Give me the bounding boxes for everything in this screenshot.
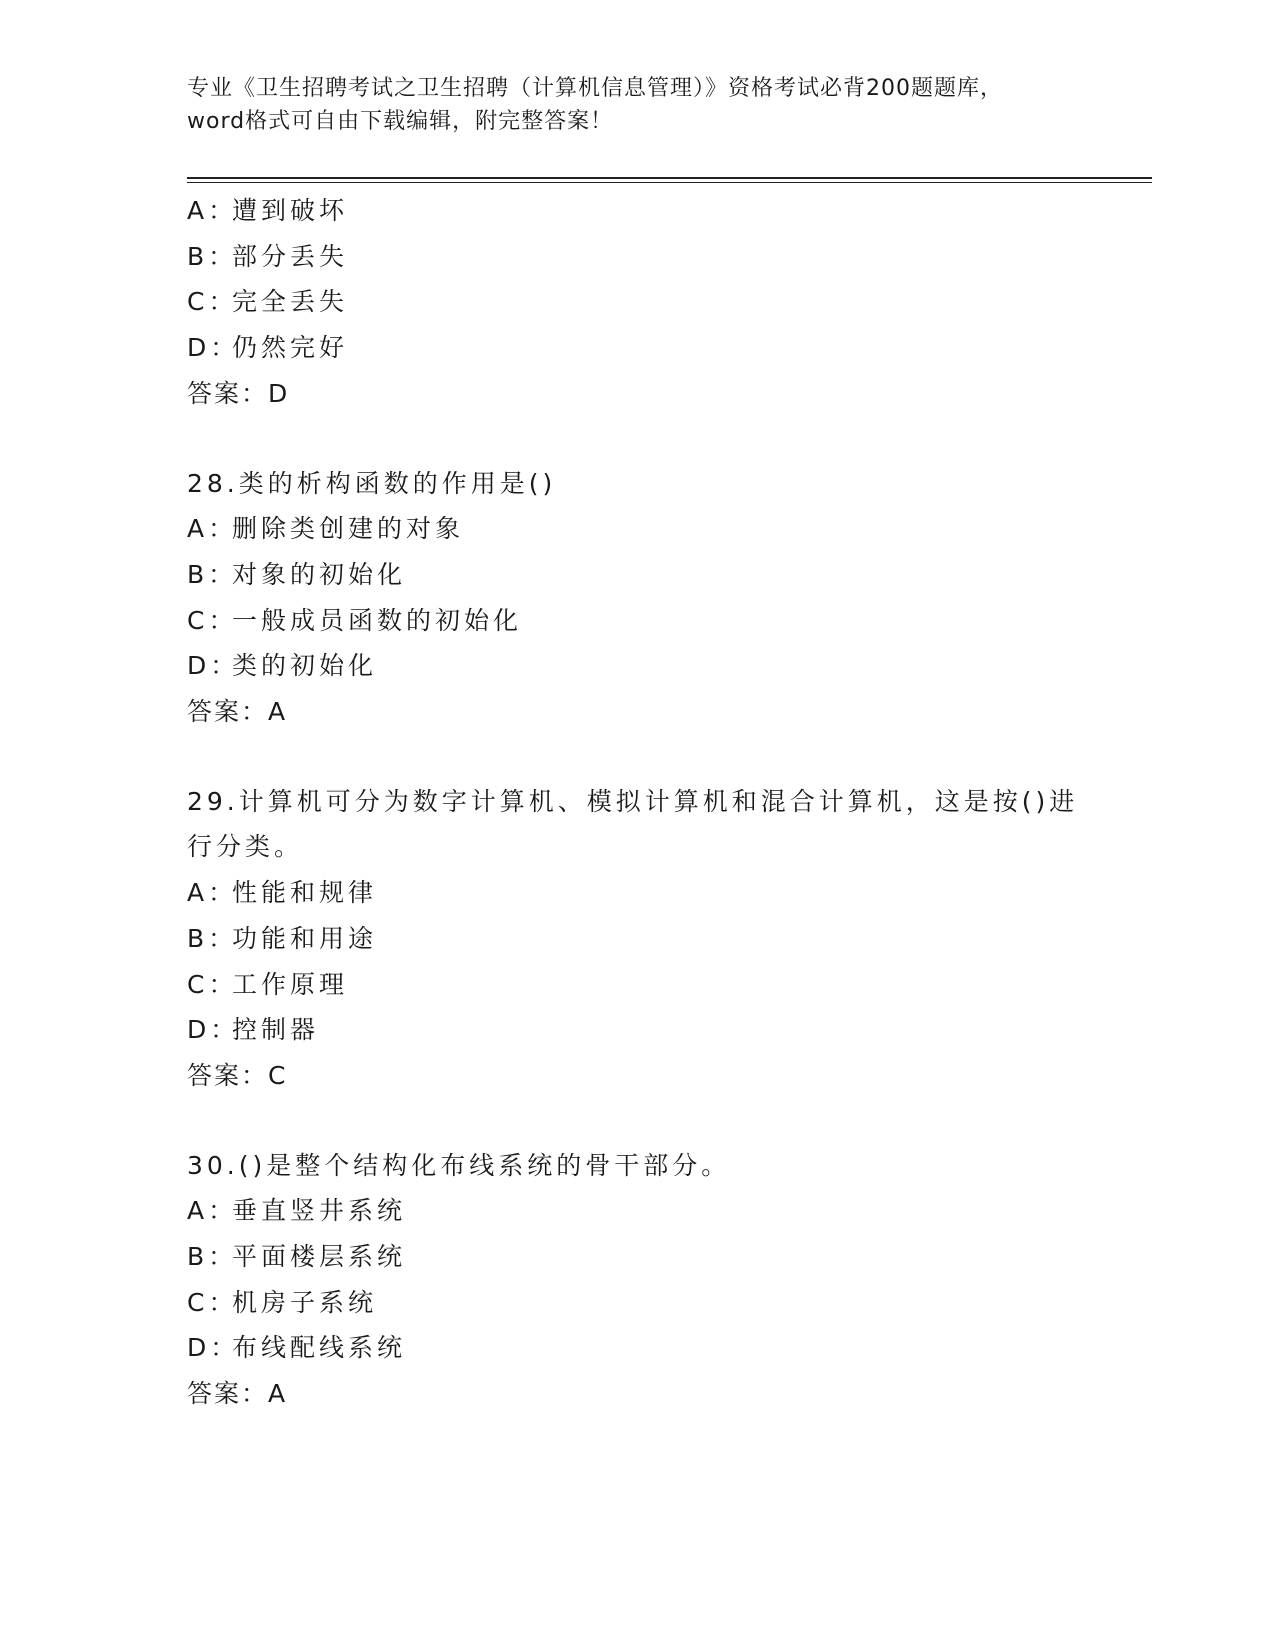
document-header — [187, 72, 1107, 138]
option-letter: C： — [187, 605, 238, 635]
option-b — [187, 1234, 1087, 1280]
option-text: 控制器 — [232, 1015, 320, 1045]
option-text: 机房子系统 — [232, 1287, 378, 1317]
option-text: 一般成员函数的初始化 — [232, 605, 523, 635]
option-letter: C： — [187, 1287, 238, 1317]
option-letter: D： — [187, 651, 240, 681]
option-text: 完全丢失 — [232, 287, 349, 317]
answer-line: 答案：A — [187, 697, 288, 727]
option-letter: B： — [187, 1242, 238, 1272]
question-list — [187, 188, 1087, 1417]
option-letter: C： — [187, 969, 238, 999]
option-letter: D： — [187, 1333, 240, 1363]
option-a — [187, 870, 1087, 916]
option-text: 垂直竖井系统 — [232, 1196, 407, 1226]
question-stem: 29.计算机可分为数字计算机、模拟计算机和混合计算机，这是按()进 — [187, 786, 1079, 816]
answer-line: 答案：C — [187, 1060, 288, 1090]
option-text: 类的初始化 — [232, 651, 378, 681]
option-letter: A： — [187, 878, 238, 908]
question-block-28 — [187, 461, 1087, 735]
option-d — [187, 1325, 1087, 1371]
header-line-2: word格式可自由下载编辑，附完整答案！ — [187, 109, 614, 134]
option-text: 删除类创建的对象 — [232, 514, 465, 544]
option-text: 工作原理 — [232, 969, 349, 999]
option-letter: B： — [187, 559, 238, 589]
header-divider-thin — [187, 182, 1152, 183]
header-divider-thick — [187, 177, 1152, 179]
option-a — [187, 1188, 1087, 1234]
option-b — [187, 916, 1087, 962]
question-block-27 — [187, 188, 1087, 417]
option-b — [187, 234, 1087, 280]
question-block-30 — [187, 1143, 1087, 1417]
option-letter: D： — [187, 333, 240, 363]
option-c — [187, 962, 1087, 1008]
question-stem: 28.类的析构函数的作用是() — [187, 468, 557, 498]
option-c — [187, 598, 1087, 644]
question-stem: 30.()是整个结构化布线系统的骨干部分。 — [187, 1150, 731, 1180]
header-line-1: 专业《卫生招聘考试之卫生招聘（计算机信息管理）》资格考试必背200题题库， — [187, 76, 1003, 101]
option-letter: A： — [187, 196, 238, 225]
option-d — [187, 1007, 1087, 1053]
option-text: 性能和规律 — [232, 878, 378, 908]
option-letter: A： — [187, 514, 238, 544]
question-block-29 — [187, 779, 1087, 1099]
option-c — [187, 1280, 1087, 1326]
option-b — [187, 552, 1087, 598]
option-text: 遭到破坏 — [232, 196, 349, 225]
option-text: 仍然完好 — [232, 333, 349, 363]
answer-line: 答案：A — [187, 1379, 288, 1409]
option-text: 平面楼层系统 — [232, 1242, 407, 1272]
option-d — [187, 643, 1087, 689]
option-text: 功能和用途 — [232, 923, 378, 953]
option-letter: D： — [187, 1015, 240, 1045]
option-text: 对象的初始化 — [232, 559, 407, 589]
option-a — [187, 188, 1087, 234]
option-text: 部分丢失 — [232, 241, 349, 271]
option-letter: C： — [187, 287, 238, 317]
option-letter: B： — [187, 241, 238, 271]
option-a — [187, 506, 1087, 552]
option-d — [187, 325, 1087, 371]
answer-line: 答案：D — [187, 378, 290, 408]
option-letter: B： — [187, 923, 238, 953]
option-c — [187, 279, 1087, 325]
option-letter: A： — [187, 1196, 238, 1226]
option-text: 布线配线系统 — [232, 1333, 407, 1363]
question-stem-continued: 行分类。 — [187, 832, 304, 862]
